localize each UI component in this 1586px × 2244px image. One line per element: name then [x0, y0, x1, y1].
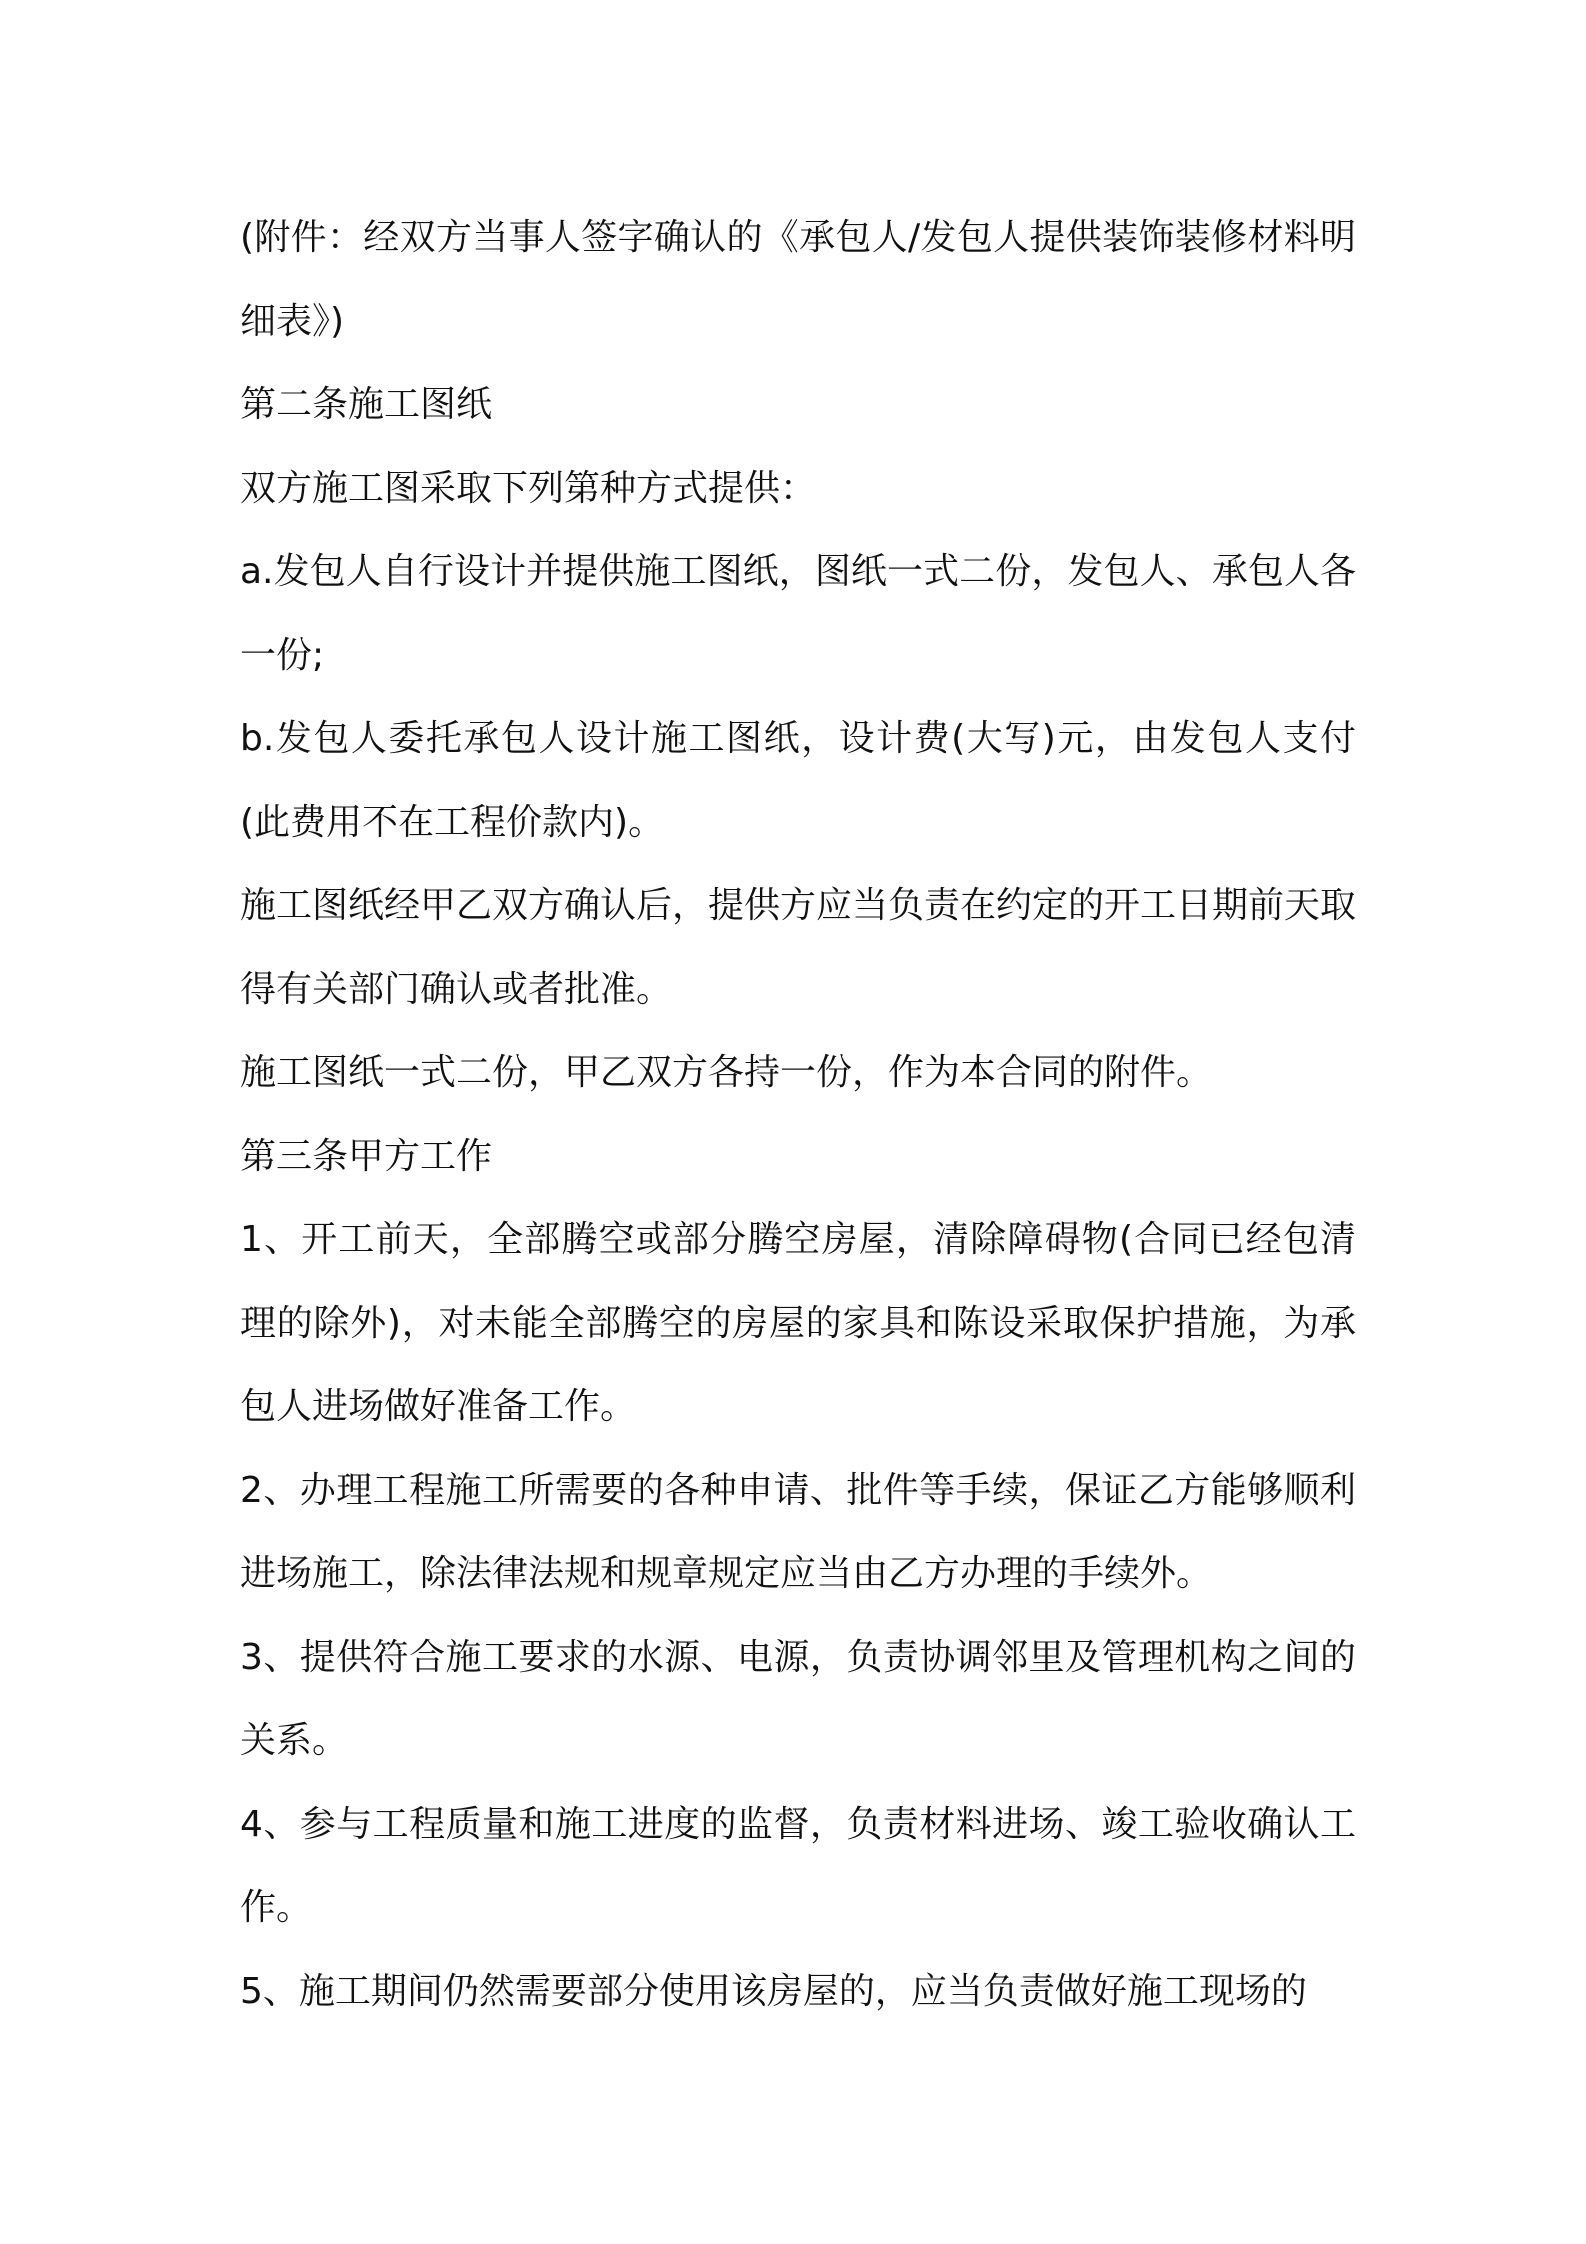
paragraph-drawing-method: 双方施工图采取下列第种方式提供：: [240, 467, 817, 509]
list-item-3: 3、提供符合施工要求的水源、电源，负责协调邻里及管理机构之间的关系。: [240, 1636, 1356, 1761]
paragraph-option-b: b.发包人委托承包人设计施工图纸，设计费(大写)元，由发包人支付(此费用不在工程价款内)。: [240, 718, 1356, 843]
list-item-2: 2、办理工程施工所需要的各种申请、批件等手续，保证乙方能够顺利进场施工，除法律法规和规章规定应当由乙方办理的手续外。: [240, 1469, 1356, 1594]
list-item-4: 4、参与工程质量和施工进度的监督，负责材料进场、竣工验收确认工作。: [240, 1803, 1356, 1928]
heading-article-2: 第二条施工图纸: [240, 384, 493, 425]
document-body: [240, 196, 1356, 2033]
list-item-1: 1、开工前天，全部腾空或部分腾空房屋，清除障碍物(合同已经包清理的除外)，对未能全部腾空的房屋的家具和陈设采取保护措施，为承包人进场做好准备工作。: [240, 1219, 1356, 1427]
paragraph-option-a: a.发包人自行设计并提供施工图纸，图纸一式二份，发包人、承包人各一份;: [240, 551, 1356, 676]
list-item-5: 5、施工期间仍然需要部分使用该房屋的，应当负责做好施工现场的: [240, 1970, 1307, 2012]
paragraph-drawing-approval: 施工图纸经甲乙双方确认后，提供方应当负责在约定的开工日期前天取得有关部门确认或者批准。: [240, 885, 1357, 1010]
heading-article-3: 第三条甲方工作: [240, 1135, 493, 1177]
paragraph-attachment-note: (附件：经双方当事人签字确认的《承包人/发包人提供装饰装修材料明细表》): [240, 217, 1356, 342]
paragraph-drawing-copies: 施工图纸一式二份，甲乙双方各持一份，作为本合同的附件。: [240, 1052, 1213, 1093]
